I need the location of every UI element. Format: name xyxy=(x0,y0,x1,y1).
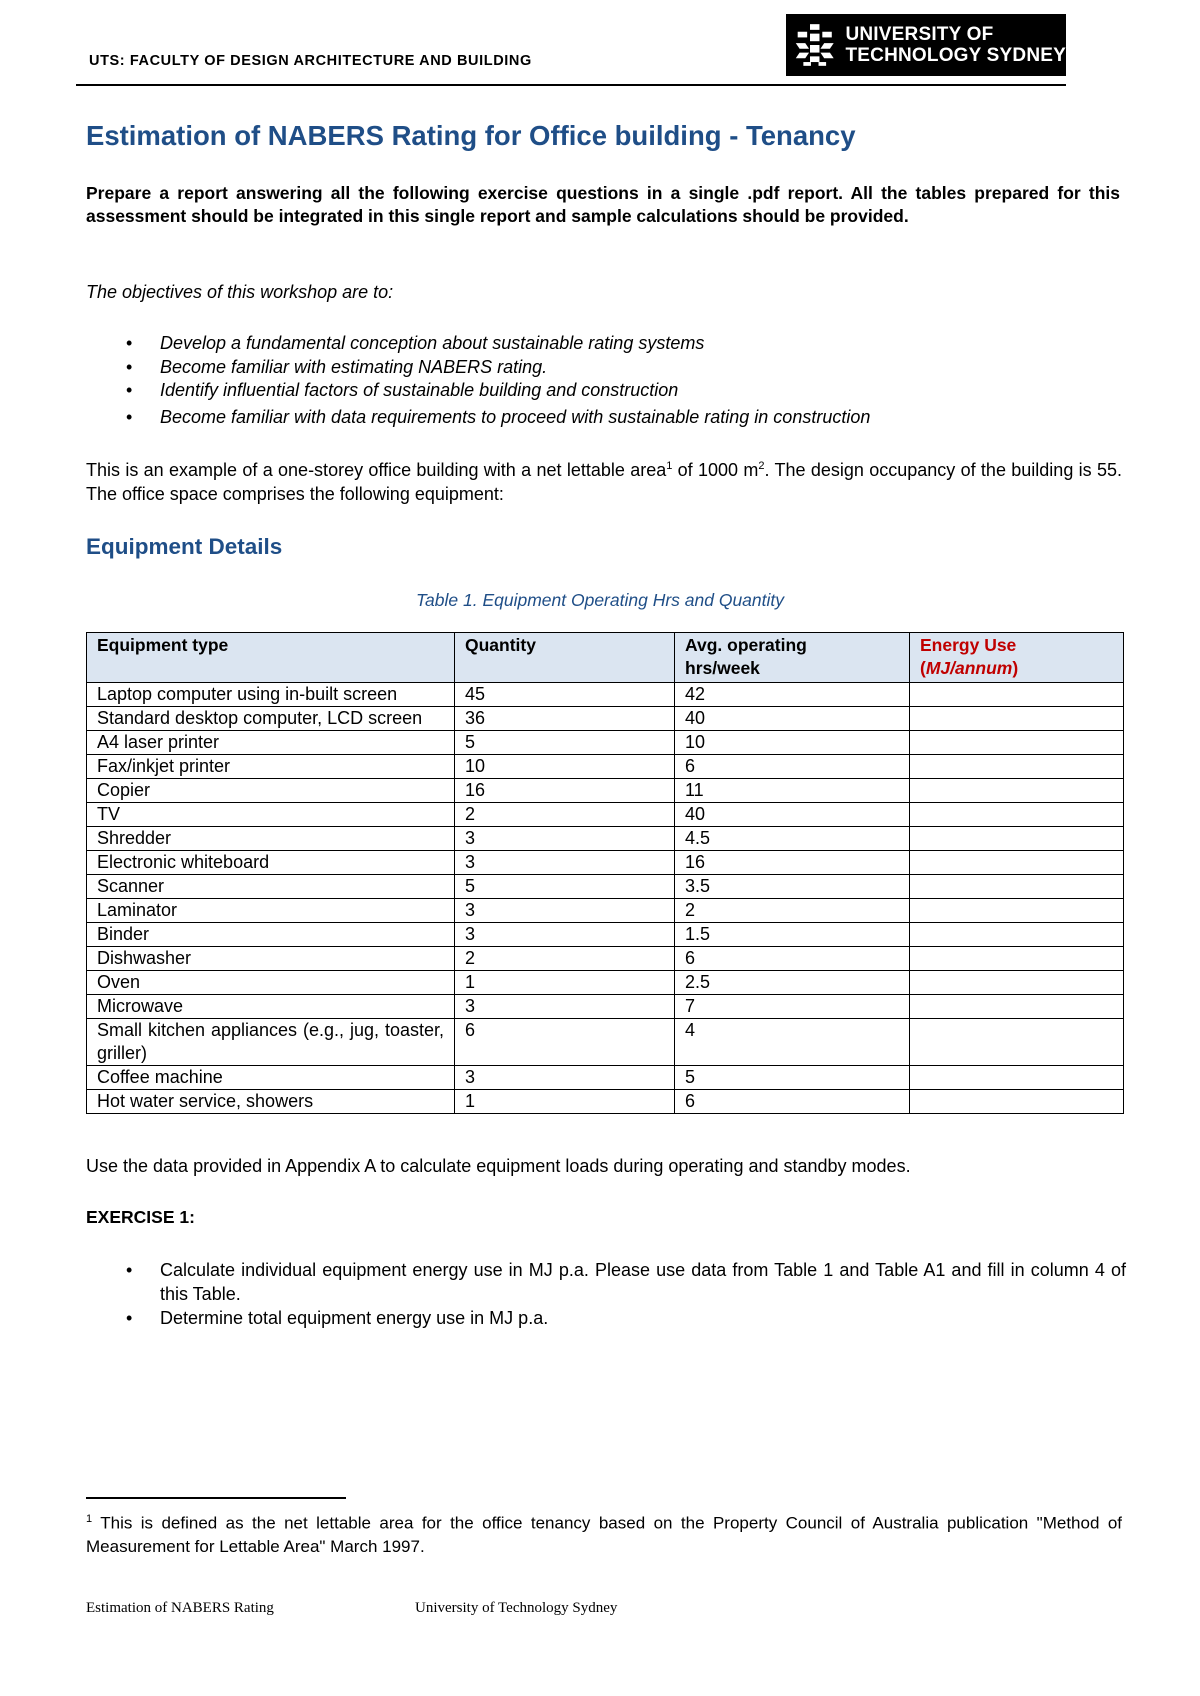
cell-operating-hours: 5 xyxy=(675,1066,910,1090)
cell-energy-use[interactable] xyxy=(910,971,1124,995)
cell-operating-hours: 4 xyxy=(675,1019,910,1066)
bullet-icon: • xyxy=(126,1308,133,1328)
cell-energy-use[interactable] xyxy=(910,947,1124,971)
list-item: • Develop a fundamental conception about sustainable rating systems xyxy=(86,332,1126,356)
table-row xyxy=(87,851,1124,875)
table-row xyxy=(87,779,1124,803)
cell-operating-hours: 40 xyxy=(675,803,910,827)
table-row xyxy=(87,683,1124,707)
bullet-icon: • xyxy=(126,1260,133,1280)
cell-energy-use[interactable] xyxy=(910,803,1124,827)
cell-quantity: 3 xyxy=(455,827,675,851)
cell-quantity: 16 xyxy=(455,779,675,803)
logo-line-2: TECHNOLOGY SYDNEY xyxy=(845,45,1066,66)
cell-quantity: 3 xyxy=(455,1066,675,1090)
cell-operating-hours: 6 xyxy=(675,947,910,971)
faculty-header: UTS: FACULTY OF DESIGN ARCHITECTURE AND BUILDING xyxy=(89,53,532,69)
list-item: • Become familiar with data requirements to proceed with sustainable rating in construction xyxy=(86,406,1126,430)
cell-energy-use[interactable] xyxy=(910,683,1124,707)
table-row xyxy=(87,899,1124,923)
cell-quantity: 3 xyxy=(455,923,675,947)
footer-document-title: Estimation of NABERS Rating xyxy=(86,1600,274,1616)
table-caption: Table 1. Equipment Operating Hrs and Quantity xyxy=(415,590,785,610)
cell-operating-hours: 11 xyxy=(675,779,910,803)
cell-energy-use[interactable] xyxy=(910,875,1124,899)
table-row xyxy=(87,803,1124,827)
cell-quantity: 1 xyxy=(455,1090,675,1114)
footnote-divider xyxy=(86,1497,346,1499)
cell-quantity: 45 xyxy=(455,683,675,707)
cell-operating-hours: 4.5 xyxy=(675,827,910,851)
equipment-table xyxy=(86,632,1124,1114)
bullet-icon: • xyxy=(126,406,133,427)
cell-operating-hours: 40 xyxy=(675,707,910,731)
cell-equipment: TV xyxy=(87,803,455,827)
cell-operating-hours: 2.5 xyxy=(675,971,910,995)
footnote: $^1$ This is defined as the net lettable area for the office tenancy based on the Property Council of Australia publication "Method of Measurement for Lettable Area" March 1997. xyxy=(86,1513,1122,1556)
list-item: • Determine total equipment energy use in MJ p.a. xyxy=(126,1308,549,1328)
objectives-list xyxy=(86,332,1126,429)
list-item: • Become familiar with estimating NABERS rating. xyxy=(86,356,1126,380)
cell-operating-hours: 42 xyxy=(675,683,910,707)
cell-equipment: Fax/inkjet printer xyxy=(87,755,455,779)
table-row xyxy=(87,1066,1124,1090)
table-row xyxy=(87,923,1124,947)
equipment-table-body xyxy=(87,683,1124,1114)
cell-equipment: Shredder xyxy=(87,827,455,851)
cell-equipment: Electronic whiteboard xyxy=(87,851,455,875)
header-quantity: Quantity xyxy=(455,633,675,683)
table-row xyxy=(87,1019,1124,1066)
cell-energy-use[interactable] xyxy=(910,1090,1124,1114)
cell-equipment: Laminator xyxy=(87,899,455,923)
table-row xyxy=(87,731,1124,755)
cell-operating-hours: 3.5 xyxy=(675,875,910,899)
cell-energy-use[interactable] xyxy=(910,731,1124,755)
table-row xyxy=(87,971,1124,995)
cell-energy-use[interactable] xyxy=(910,899,1124,923)
table-row xyxy=(87,947,1124,971)
cell-quantity: 5 xyxy=(455,731,675,755)
cell-quantity: 2 xyxy=(455,803,675,827)
cell-quantity: 2 xyxy=(455,947,675,971)
cell-equipment: Copier xyxy=(87,779,455,803)
bullet-icon: • xyxy=(126,380,133,400)
cell-quantity: 36 xyxy=(455,707,675,731)
intro-paragraph: Prepare a report answering all the following exercise questions in a single .pdf report. All the tables prepared for this assessment should be integrated in this single report and sample calculations should be provided. xyxy=(86,183,1120,226)
table-row xyxy=(87,707,1124,731)
cell-operating-hours: 10 xyxy=(675,731,910,755)
cell-quantity: 5 xyxy=(455,875,675,899)
cell-energy-use[interactable] xyxy=(910,755,1124,779)
cell-energy-use[interactable] xyxy=(910,1066,1124,1090)
cell-equipment: Coffee machine xyxy=(87,1066,455,1090)
header-operating-hours: Avg. operating hrs/week xyxy=(675,633,910,683)
cell-quantity: 6 xyxy=(455,1019,675,1066)
cell-equipment: Scanner xyxy=(87,875,455,899)
header-energy-use: Energy Use (MJ/annum) xyxy=(910,633,1124,683)
building-description: This is an example of a one-storey office building with a net lettable area$^1$ of 1000 $m^2$. The design occupancy of the building is 55. The office space comprises the following equipment: xyxy=(86,460,1122,504)
cell-operating-hours: 7 xyxy=(675,995,910,1019)
cell-energy-use[interactable] xyxy=(910,707,1124,731)
table-header-row xyxy=(87,633,1124,683)
cell-operating-hours: 2 xyxy=(675,899,910,923)
cell-operating-hours: 6 xyxy=(675,1090,910,1114)
uts-logo xyxy=(786,14,1066,76)
exercise-heading: EXERCISE 1: xyxy=(86,1207,195,1227)
unit-superscript: 2 xyxy=(758,460,765,472)
cell-quantity: 3 xyxy=(455,899,675,923)
table-row xyxy=(87,995,1124,1019)
cell-quantity: 1 xyxy=(455,971,675,995)
appendix-instruction: Use the data provided in Appendix A to calculate equipment loads during operating and standby modes. xyxy=(86,1156,911,1176)
table-row xyxy=(87,827,1124,851)
header-equipment-type: Equipment type xyxy=(87,633,455,683)
cell-energy-use[interactable] xyxy=(910,995,1124,1019)
exercise-list xyxy=(86,1258,1126,1330)
uts-logo-icon xyxy=(792,21,837,69)
table-row xyxy=(87,1090,1124,1114)
header-divider xyxy=(76,84,1066,86)
cell-energy-use[interactable] xyxy=(910,851,1124,875)
footnote-reference: 1 xyxy=(666,460,673,472)
cell-operating-hours: 1.5 xyxy=(675,923,910,947)
cell-equipment: Small kitchen appliances (e.g., jug, toaster, griller) xyxy=(87,1019,455,1066)
table-row xyxy=(87,875,1124,899)
objectives-intro: The objectives of this workshop are to: xyxy=(86,282,394,302)
cell-operating-hours: 16 xyxy=(675,851,910,875)
footer-university: University of Technology Sydney xyxy=(415,1600,618,1616)
page-title: Estimation of NABERS Rating for Office building - Tenancy xyxy=(86,120,856,151)
cell-equipment: Standard desktop computer, LCD screen xyxy=(87,707,455,731)
cell-energy-use[interactable] xyxy=(910,923,1124,947)
logo-line-1: UNIVERSITY OF xyxy=(845,24,994,45)
cell-quantity: 3 xyxy=(455,995,675,1019)
section-heading: Equipment Details xyxy=(86,534,283,559)
list-item: • Calculate individual equipment energy use in MJ p.a. Please use data from Table 1 and Table A1 and fill in column 4 of this Table. xyxy=(126,1260,1126,1304)
cell-quantity: 10 xyxy=(455,755,675,779)
cell-energy-use[interactable] xyxy=(910,779,1124,803)
bullet-icon: • xyxy=(126,356,133,377)
cell-equipment: Binder xyxy=(87,923,455,947)
cell-equipment: Dishwasher xyxy=(87,947,455,971)
cell-energy-use[interactable] xyxy=(910,1019,1124,1066)
cell-equipment: Microwave xyxy=(87,995,455,1019)
cell-equipment: A4 laser printer xyxy=(87,731,455,755)
cell-equipment: Oven xyxy=(87,971,455,995)
cell-equipment: Laptop computer using in-built screen xyxy=(87,683,455,707)
table-row xyxy=(87,755,1124,779)
cell-equipment: Hot water service, showers xyxy=(87,1090,455,1114)
cell-energy-use[interactable] xyxy=(910,827,1124,851)
bullet-icon: • xyxy=(126,333,133,353)
cell-quantity: 3 xyxy=(455,851,675,875)
list-item: • Identify influential factors of sustainable building and construction xyxy=(86,379,1126,403)
cell-operating-hours: 6 xyxy=(675,755,910,779)
